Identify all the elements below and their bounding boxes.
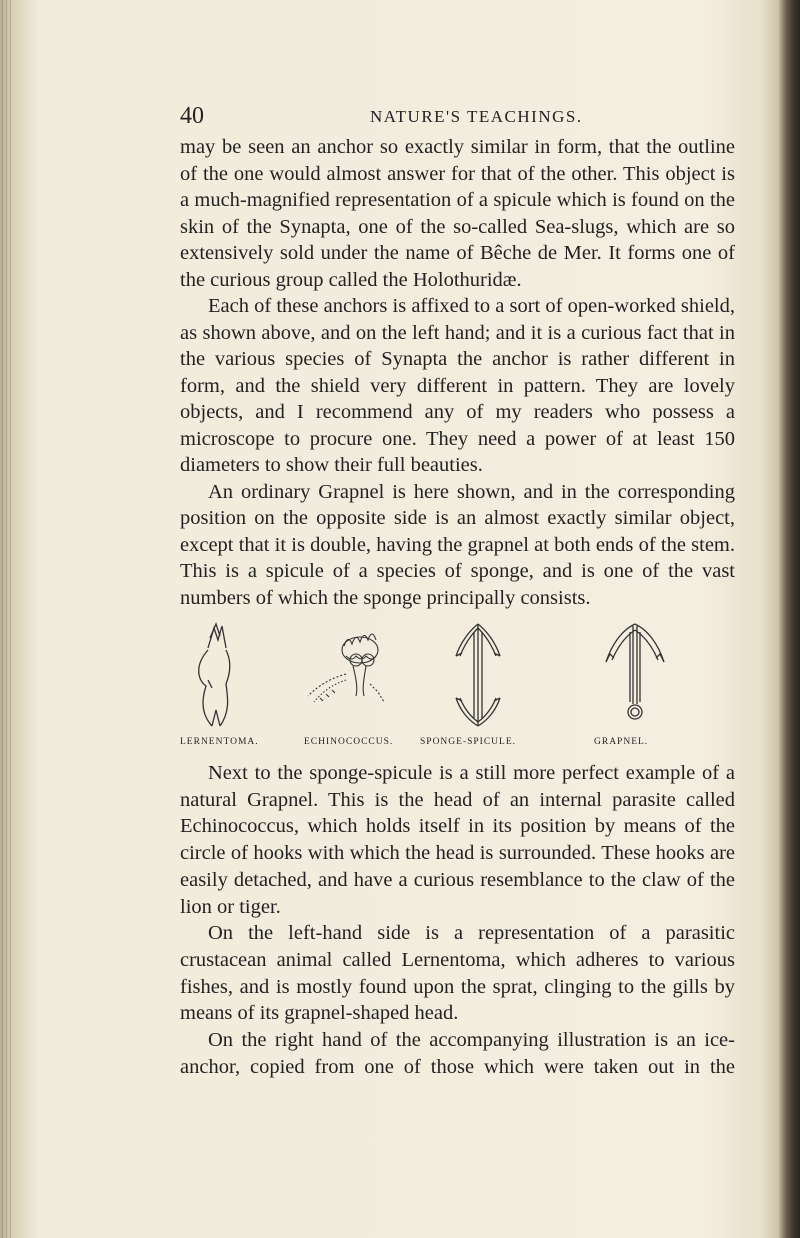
body-text-top — [180, 134, 735, 611]
paragraph: An ordinary Grapnel is here shown, and in the corresponding position on the opposite side is an almost exactly similar object, except that it is double, having the grapnel at both ends of the stem. This is a spicule of a species of sponge, and is one of the vast numbers of which the sponge principally consists. — [180, 480, 735, 609]
page-header — [0, 103, 800, 129]
running-title: NATURE'S TEACHINGS. — [370, 107, 583, 126]
paragraph: On the right hand of the accompanying illustration is an ice-anchor, copied from one of those which were taken out in the — [180, 1029, 735, 1078]
figure-captions — [180, 737, 735, 751]
grapnel-illustration — [600, 618, 670, 730]
caption-sponge-spicule: SPONGE-SPICULE. — [420, 737, 517, 747]
paragraph: On the left-hand side is a representation of a parasitic crustacean animal called Lernentoma, which adheres to various fishes, and is mostly found upon the sprat, clinging to the gills by means of its grapnel-shaped head. — [180, 922, 735, 1025]
caption-lernentoma: LERNENTOMA. — [180, 737, 259, 747]
echinococcus-illustration — [298, 618, 408, 730]
caption-echinococcus: ECHINOCOCCUS. — [304, 737, 394, 747]
caption-grapnel: GRAPNEL. — [594, 737, 649, 747]
paragraph: may be seen an anchor so exactly similar in form, that the outline of the one would almost answer for that of the other. This object is a much-magnified representation of a spicule which is found on the skin of the Synapta, one of the so-called Sea-slugs, which are so extensively sold under the name of Bêche de Mer. It forms one of the curious group called the Holothuridæ. — [180, 136, 735, 291]
body-text-bottom — [180, 760, 735, 1107]
lernentoma-illustration — [192, 618, 242, 730]
sponge-spicule-illustration — [448, 618, 508, 730]
binding-edge — [2, 0, 14, 1238]
illustration-row — [180, 618, 735, 730]
paragraph: Each of these anchors is affixed to a sort of open-worked shield, as shown above, and on the left hand; and it is a curious fact that in the various species of Synapta the anchor is rather different in form, and the shield very different in pattern. They are lovely objects, and I recommend any of my readers who possess a microscope to procure one. They need a power of at least 150 diameters to show their full beauties. — [180, 295, 735, 476]
page-number: 40 — [180, 103, 204, 129]
paragraph: Next to the sponge-spicule is a still more perfect example of a natural Grapnel. This is the head of an internal parasite called Echinococcus, which holds itself in its position by means of the circle of hooks with which the head is surrounded. These hooks are easily detached, and have a curious resemblance to the claw of the lion or tiger. — [180, 762, 735, 918]
